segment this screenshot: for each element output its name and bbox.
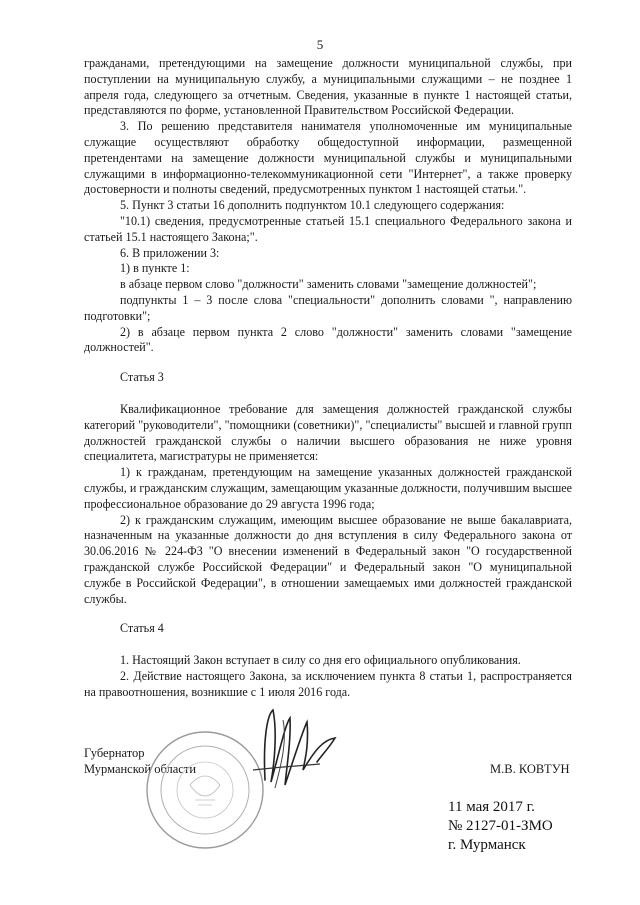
- paragraph: в абзаце первом слово "должности" заменить словами "замещение должностей";: [120, 277, 537, 292]
- paragraph: 2) к гражданским служащим, имеющим высшее образование не выше бакалавриата, назначенным на указанные должности до дня вступления в силу Федерального закона от 30.06.2016 № 224-ФЗ "О внесении изменений в Федеральный закон "О государственной гражданской службе Российской Федерации" и Федеральный закон "О муниципальной службе в Российской Федерации", в отношении замещаемых ими должностей гражданской службы.: [84, 512, 572, 606]
- page-number: 5: [316, 37, 324, 52]
- paragraph: гражданами, претендующими на замещение должности муниципальной службы, при поступлении на муниципальную службу, а муниципальными служащими – не позднее 1 апреля года, следующего за отчетным. Сведения, указанные в пункте 1 настоящей статьи, представляются по форме, установленной Правительством Российской Федерации.: [84, 56, 572, 118]
- signatory-name: М.В. КОВТУН: [490, 762, 570, 776]
- registration-stamp: [448, 798, 553, 855]
- paragraph: 1) в пункте 1:: [120, 261, 190, 276]
- stamp-city: г. Мурманск: [448, 837, 526, 853]
- signatory-title-line2: Мурманской области: [84, 761, 197, 776]
- paragraph: 2) в абзаце первом пункта 2 слово "должности" заменить словами "замещение должностей".: [84, 324, 572, 355]
- paragraph: 6. В приложении 3:: [120, 245, 220, 260]
- article-heading: Статья 4: [120, 621, 164, 636]
- paragraph: 5. Пункт 3 статьи 16 дополнить подпунктом 10.1 следующего содержания:: [120, 198, 505, 213]
- paragraph: 3. По решению представителя нанимателя уполномоченные им муниципальные служащие осуществляют обработку общедоступной информации, размещенной претендентами на замещение должности муниципальной службы и муниципальными служащими в информационно-телекоммуникационной сети "Интернет", а также проверку достоверности и полноты сведений, предусмотренных пунктом 1 настоящей статьи.".: [84, 119, 572, 197]
- paragraph: 1. Настоящий Закон вступает в силу со дня его официального опубликования.: [120, 653, 521, 668]
- paragraph: "10.1) сведения, предусмотренные статьей 15.1 специального Федерального закона и статьей 15.1 настоящего Закона;".: [84, 213, 572, 244]
- paragraph: 2. Действие настоящего Закона, за исключением пункта 8 статьи 1, распространяется на правоотношения, возникшие с 1 июля 2016 года.: [84, 668, 572, 699]
- stamp-number: № 2127-01-ЗМО: [448, 818, 553, 834]
- paragraph: Квалификационное требование для замещения должностей гражданской службы категорий "руководители", "помощники (советники)", "специалисты" высшей и главной групп должностей гражданской службы о наличии высшего образования не ниже уровня специалитета, магистратуры не применяется:: [84, 401, 572, 464]
- paragraph: подпункты 1 – 3 после слова "специальности" дополнить словами ", направлению подготовки";: [84, 292, 572, 323]
- document-body: [84, 56, 572, 700]
- paragraph: 1) к гражданам, претендующим на замещение указанных должностей гражданской службы, и гражданским служащим, замещающим указанные должности, получившим высшее профессиональное образование до 29 августа 1996 года;: [84, 465, 572, 511]
- article-heading: Статья 3: [120, 370, 164, 385]
- stamp-date: 11 мая 2017 г.: [448, 799, 535, 815]
- handwritten-signature-icon: [225, 700, 375, 795]
- signatory-title-line1: Губернатор: [84, 746, 145, 760]
